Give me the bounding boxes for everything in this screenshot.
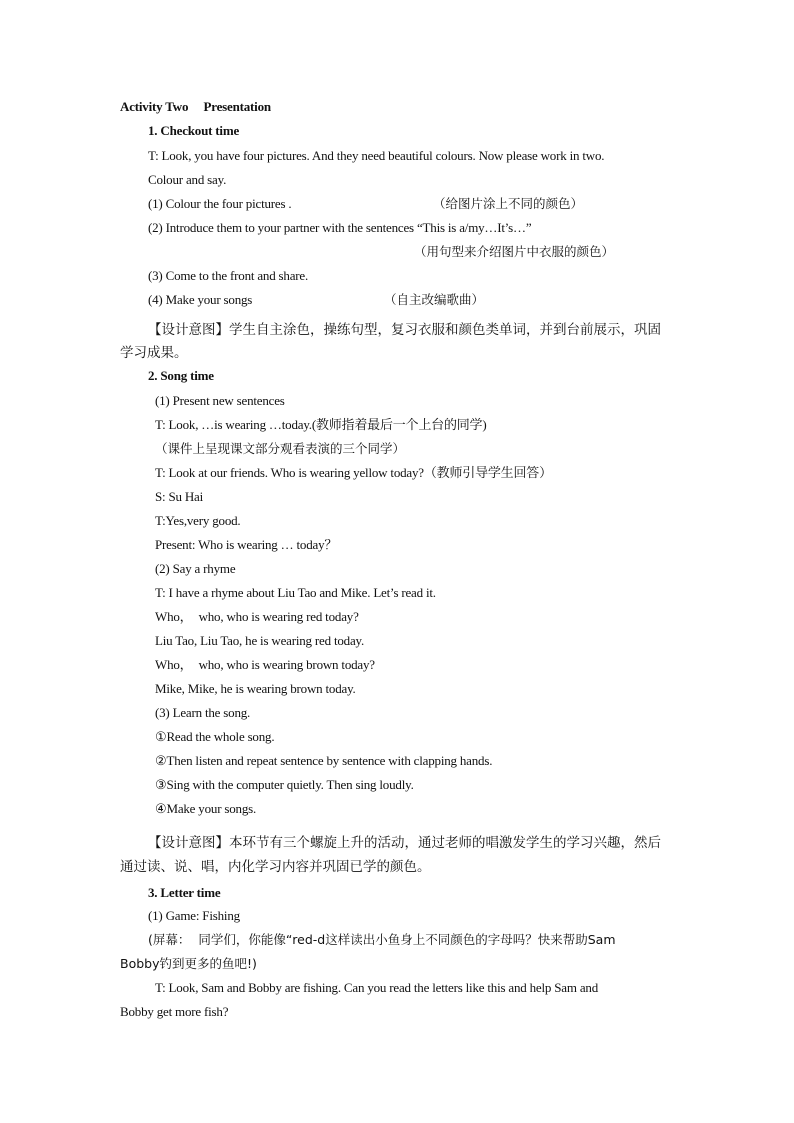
paragraph-line: (1) Present new sentences [155,393,285,408]
paragraph-line: T: Look, …is wearing …today.(教师指着最后一个上台的同学) [155,417,487,432]
rhyme-line: Liu Tao, Liu Tao, he is wearing red today. [155,633,365,648]
paragraph-line: Colour and say. [148,172,227,187]
design-intent-text: 学习成果。 [120,345,188,361]
section-title-song-time: 2. Song time [148,368,214,383]
list-item: ①Read the whole song. [155,729,275,744]
chinese-note: （自主改编歌曲） [384,292,485,307]
paragraph-line: (3) Learn the song. [155,705,251,720]
design-intent-text: 【设计意图】学生自主涂色，操练句型，复习衣服和颜色类单词，并到台前展示，巩固 [148,322,661,338]
paragraph-line: （课件上呈现课文部分观看表演的三个同学） [155,441,406,456]
list-item: (4) Make your songs [148,292,253,307]
chinese-note: （用句型来介绍图片中衣服的颜色） [414,244,615,259]
paragraph-line: T: I have a rhyme about Liu Tao and Mike. Let’s read it. [155,585,436,600]
paragraph-line: T: Look, you have four pictures. And they need beautiful colours. Now please work in two. [148,148,605,163]
design-intent-text: 通过读、说、唱，内化学习内容并巩固已学的颜色。 [120,859,431,875]
section-title-letter-time: 3. Letter time [148,885,221,900]
rhyme-line: Mike, Mike, he is wearing brown today. [155,681,356,696]
paragraph-line: T:Yes,very good. [155,513,241,528]
paragraph-line: T: Look at our friends. Who is wearing yellow today?（教师引导学生回答） [155,465,552,480]
section-title-checkout-time: 1. Checkout time [148,123,240,138]
paragraph-line: (2) Say a rhyme [155,561,236,576]
paragraph-line: Present: Who is wearing … today？ [155,537,338,552]
list-item: (1) Colour the four pictures . [148,196,292,211]
list-item: ③Sing with the computer quietly. Then sing loudly. [155,777,414,792]
paragraph-line: Bobby get more fish? [120,1004,229,1019]
list-item: ②Then listen and repeat sentence by sentence with clapping hands. [155,753,493,768]
design-intent-text: 【设计意图】本环节有三个螺旋上升的活动，通过老师的唱激发学生的学习兴趣，然后 [148,835,661,851]
list-item: (2) Introduce them to your partner with the sentences “This is a/my…It’s…” [148,220,532,235]
list-item: (3) Come to the front and share. [148,268,309,283]
paragraph-line: Bobby钓到更多的鱼吧!) [120,956,257,971]
paragraph-line: S: Su Hai [155,489,204,504]
chinese-note: （给图片涂上不同的颜色） [433,196,584,211]
paragraph-line: T: Look, Sam and Bobby are fishing. Can you read the letters like this and help Sam and [155,980,598,995]
paragraph-line: (屏幕： 同学们，你能像“red-d这样读出小鱼身上不同颜色的字母吗？快来帮助Sam [148,932,616,947]
activity-heading: Activity Two Presentation [120,99,271,114]
rhyme-line: Who， who, who is wearing red today? [155,609,359,624]
rhyme-line: Who， who, who is wearing brown today? [155,657,375,672]
paragraph-line: (1) Game: Fishing [148,908,240,923]
list-item: ④Make your songs. [155,801,257,816]
